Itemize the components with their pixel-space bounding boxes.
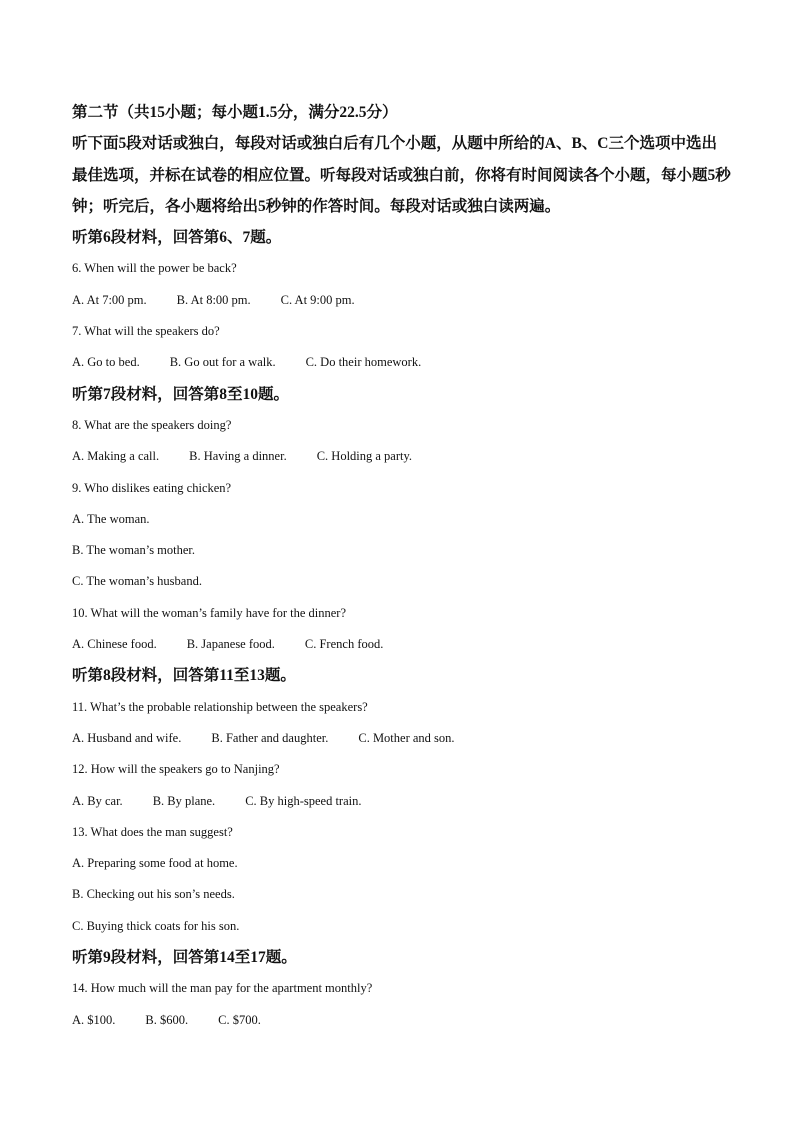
option-b: B. $600. (145, 1012, 189, 1027)
option-b: B. Having a dinner. (189, 449, 287, 464)
question-text: 8. What are the speakers doing? (72, 417, 232, 432)
option-a: A. Chinese food. (72, 637, 157, 652)
option-row (72, 629, 732, 660)
option-b: B. Japanese food. (186, 637, 275, 652)
section-title: 第二节（共15小题；每小题1.5分，满分22.5分） (72, 104, 398, 121)
option-a: A. Husband and wife. (72, 730, 182, 745)
option-b: B. Checking out his son’s needs. (72, 887, 235, 902)
section-instructions: 听下面5段对话或独白，每段对话或独白后有几个小题，从题中所给的A、B、C三个选项中选出最佳选项，并标在试卷的相应位置。听每段对话或独白前，你将有时间阅读各个小题，每小题5秒钟；听完后，各小题将给出5秒钟的作答时间。每段对话或独白读两遍。 (72, 135, 731, 215)
option-c: C. Do their homework. (305, 355, 422, 370)
option-b: B. At 8:00 pm. (176, 292, 251, 307)
question-text: 9. Who dislikes eating chicken? (72, 480, 232, 495)
option-b: B. Go out for a walk. (169, 355, 276, 370)
option-row (72, 786, 732, 817)
question-text: 10. What will the woman’s family have for the dinner? (72, 605, 346, 620)
option-a: A. Go to bed. (72, 355, 140, 370)
group-heading: 听第9段材料，回答第14至17题。 (72, 949, 297, 967)
option-c: C. The woman’s husband. (72, 574, 202, 589)
group-heading: 听第6段材料，回答第6、7题。 (72, 229, 282, 247)
option-a: A. Preparing some food at home. (72, 856, 238, 871)
question-text: 14. How much will the man pay for the apartment monthly? (72, 981, 373, 996)
option-a: A. Making a call. (72, 449, 160, 464)
question-text: 13. What does the man suggest? (72, 824, 233, 839)
question-text: 12. How will the speakers go to Nanjing? (72, 762, 280, 777)
option-row (72, 441, 732, 472)
option-row (72, 723, 732, 754)
question-text: 6. When will the power be back? (72, 261, 237, 276)
option-a: A. At 7:00 pm. (72, 292, 147, 307)
option-row (72, 285, 732, 316)
group-heading: 听第8段材料，回答第11至13题。 (72, 667, 296, 685)
option-b: B. Father and daughter. (211, 730, 329, 745)
option-a: A. The woman. (72, 511, 150, 526)
option-row (72, 347, 732, 378)
option-b: B. The woman’s mother. (72, 543, 196, 558)
option-c: C. At 9:00 pm. (280, 292, 355, 307)
option-b: B. By plane. (152, 793, 216, 808)
option-c: C. French food. (304, 637, 384, 652)
option-row (72, 1005, 732, 1036)
question-text: 7. What will the speakers do? (72, 324, 220, 339)
option-c: C. Holding a party. (316, 449, 413, 464)
group-heading: 听第7段材料，回答第8至10题。 (72, 385, 290, 403)
question-text: 11. What’s the probable relationship between the speakers? (72, 699, 368, 714)
option-c: C. $700. (218, 1012, 261, 1027)
option-c: C. Buying thick coats for his son. (72, 918, 240, 933)
option-c: C. By high-speed train. (245, 793, 362, 808)
option-c: C. Mother and son. (358, 730, 455, 745)
exam-page (72, 97, 732, 1036)
option-a: A. By car. (72, 793, 123, 808)
option-a: A. $100. (72, 1012, 116, 1027)
